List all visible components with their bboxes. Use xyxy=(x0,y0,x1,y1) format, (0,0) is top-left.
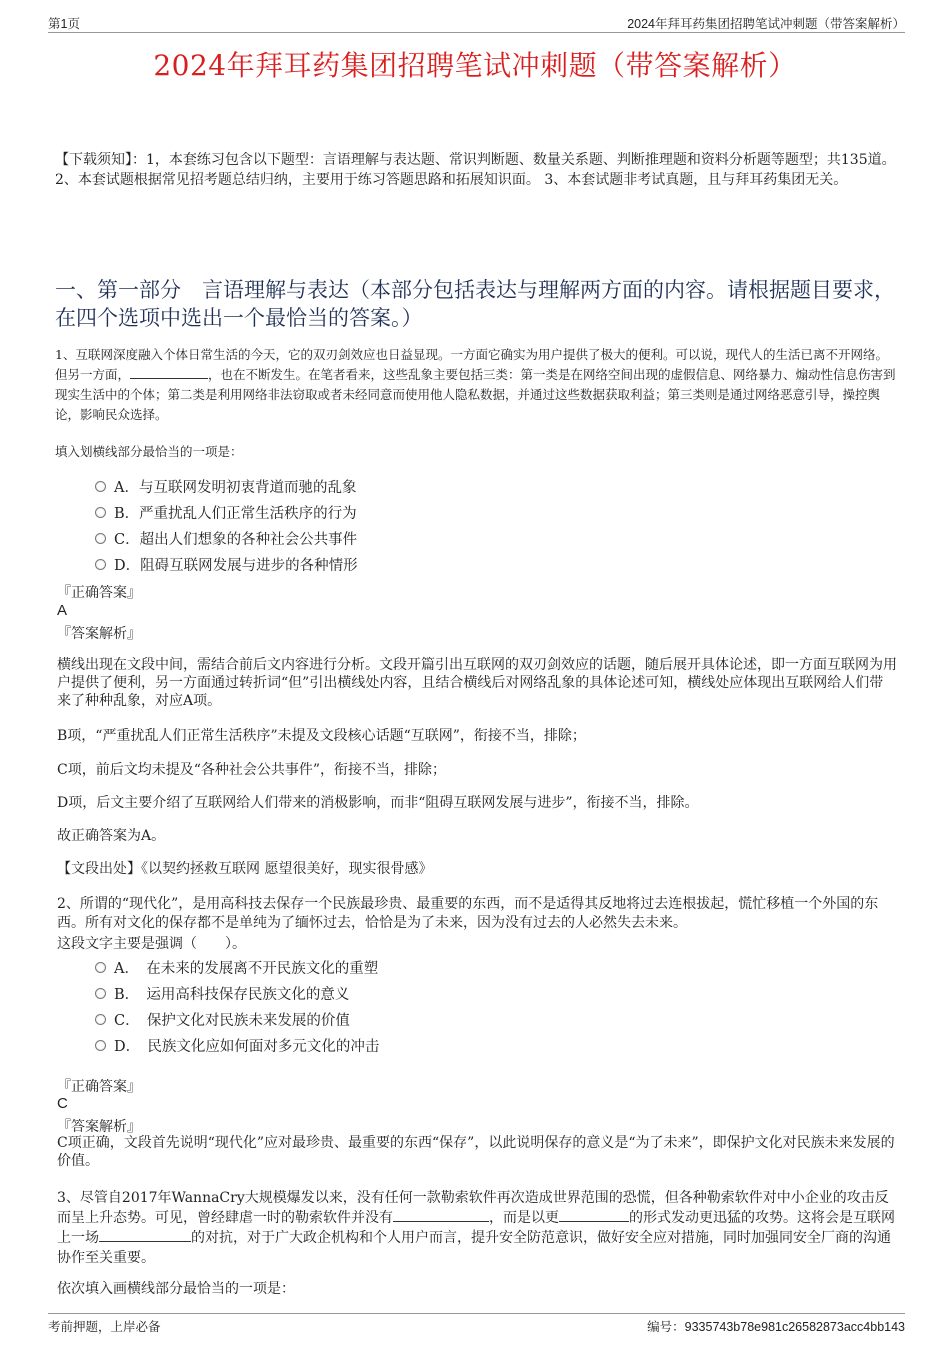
analysis-text: 横线出现在文段中间，需结合前后文内容进行分析。文段开篇引出互联网的双刃剑效应的话题，随后展开具体论述，即一方面互联网为用户提供了便利，另一方面通过转折词“但”引出横线处内容，且结合横线后对网络乱象的具体论述可知，横线处应体现出互联网给人们带来了种种乱象，对应A项。 xyxy=(57,657,897,709)
header-doc-title: 2024年拜耳药集团招聘笔试冲刺题（带答案解析） xyxy=(627,17,905,31)
radio-icon[interactable] xyxy=(95,559,106,570)
analysis-label: 『答案解析』 xyxy=(57,626,141,642)
source: 【文段出处】《以契约拯救互联网 愿望很美好，现实很骨感》 xyxy=(57,861,433,877)
radio-icon[interactable] xyxy=(95,1040,106,1051)
option-b[interactable]: B．严重扰乱人们正常生活秩序的行为 xyxy=(95,499,358,525)
question-1-options xyxy=(95,473,358,577)
question-2-text: 2、所谓的“现代化”，是用高科技去保存一个民族最珍贵、最重要的东西，而不是适得其反地将过去连根拔起，慌忙移植一个外国的东西。所有对文化的保存都不是单纯为了缅怀过去，恰恰是为了未来，因为没有过去的人必然失去未来。 xyxy=(57,896,879,931)
radio-icon[interactable] xyxy=(95,1014,106,1025)
blank-line xyxy=(559,1209,629,1222)
conclusion: 故正确答案为A。 xyxy=(57,828,166,844)
question-3-text: 3、尽管自2017年WannaCry大规模爆发以来，没有任何一款勒索软件再次造成世界范围的恐慌，但各种勒索软件对中小企业的攻击反而呈上升态势。可见，曾经肆虐一时的勒索软件并没有 ，而是以更 的形式发动更迅猛的攻势。这将会是互联网上一场 的对抗，对于广大政企机构和个人用户而言，提升安全防范意识，做好安全应对措施，同时加强同安全厂商的沟通协作至关重要。 xyxy=(57,1190,895,1266)
analysis-text: C项正确，文段首先说明“现代化”应对最珍贵、最重要的东西“保存”，以此说明保存的意义是“为了未来”，即保护文化对民族未来发展的价值。 xyxy=(57,1135,895,1169)
correct-answer-label: 『正确答案』 xyxy=(57,585,141,601)
question-1-prompt: 填入划横线部分最恰当的一项是： xyxy=(55,444,243,459)
footer-slogan: 考前押题，上岸必备 xyxy=(48,1320,161,1334)
radio-icon[interactable] xyxy=(95,481,106,492)
analysis-option-d: D项，后文主要介绍了互联网给人们带来的消极影响，而非“阻碍互联网发展与进步”，衔接不当，排除。 xyxy=(57,795,699,811)
page-number: 第1页 xyxy=(48,17,80,31)
question-2-options xyxy=(95,954,379,1058)
section-heading: 一、第一部分 言语理解与表达（本部分包括表达与理解两方面的内容。请根据题目要求，在四个选项中选出一个最恰当的答案。） xyxy=(55,278,895,330)
blank-line xyxy=(99,1229,191,1242)
option-a[interactable]: A． 在未来的发展离不开民族文化的重塑 xyxy=(95,954,379,980)
download-notice: 【下载须知】：1，本套练习包含以下题型：言语理解与表达题、常识判断题、数量关系题、判断推理题和资料分析题等题型；共135道。 2、本套试题根据常见招考题总结归纳，主要用于练习答题思路和拓展知识面。 3、本套试题非考试真题，且与拜耳药集团无关。 xyxy=(55,152,896,188)
radio-icon[interactable] xyxy=(95,988,106,999)
page-header xyxy=(48,12,905,33)
correct-answer: A xyxy=(57,602,68,619)
option-d[interactable]: D．阻碍互联网发展与进步的各种情形 xyxy=(95,551,358,577)
option-a[interactable]: A．与互联网发明初衷背道而驰的乱象 xyxy=(95,473,358,499)
radio-icon[interactable] xyxy=(95,533,106,544)
radio-icon[interactable] xyxy=(95,962,106,973)
analysis-option-c: C项，前后文均未提及“各种社会公共事件”，衔接不当，排除； xyxy=(57,762,447,778)
blank-line xyxy=(130,366,208,379)
page-footer xyxy=(48,1313,905,1334)
footer-id: 编号：9335743b78e981c26582873acc4bb143 xyxy=(647,1320,905,1334)
analysis-label: 『答案解析』 xyxy=(57,1119,141,1135)
option-c[interactable]: C． 保护文化对民族未来发展的价值 xyxy=(95,1006,379,1032)
blank-line xyxy=(393,1209,489,1222)
question-2-prompt: 这段文字主要是强调（ ）。 xyxy=(57,936,246,952)
correct-answer-label: 『正确答案』 xyxy=(57,1079,141,1095)
question-1-text: 1、互联网深度融入个体日常生活的今天，它的双刃剑效应也日益显现。一方面它确实为用户提供了极大的便利。可以说，现代人的生活已离不开网络。但另一方面， ，也在不断发生。在笔者看来，这些乱象主要包括三类：第一类是在网络空间出现的虚假信息、网络暴力、煽动性信息伤害到现实生活中的个体；第二类是利用网络非法窃取或者未经同意而使用他人隐私数据，并通过这些数据获取利益；第三类则是通过网络恶意引导，操控舆论，影响民众选择。 xyxy=(55,347,896,422)
correct-answer: C xyxy=(57,1095,68,1112)
question-3-prompt: 依次填入画横线部分最恰当的一项是： xyxy=(57,1281,295,1297)
option-c[interactable]: C．超出人们想象的各种社会公共事件 xyxy=(95,525,358,551)
option-b[interactable]: B． 运用高科技保存民族文化的意义 xyxy=(95,980,379,1006)
radio-icon[interactable] xyxy=(95,507,106,518)
analysis-option-b: B项，“严重扰乱人们正常生活秩序”未提及文段核心话题“互联网”，衔接不当，排除； xyxy=(57,728,586,744)
option-d[interactable]: D． 民族文化应如何面对多元文化的冲击 xyxy=(95,1032,379,1058)
document-title: 2024年拜耳药集团招聘笔试冲刺题（带答案解析） xyxy=(153,49,797,82)
